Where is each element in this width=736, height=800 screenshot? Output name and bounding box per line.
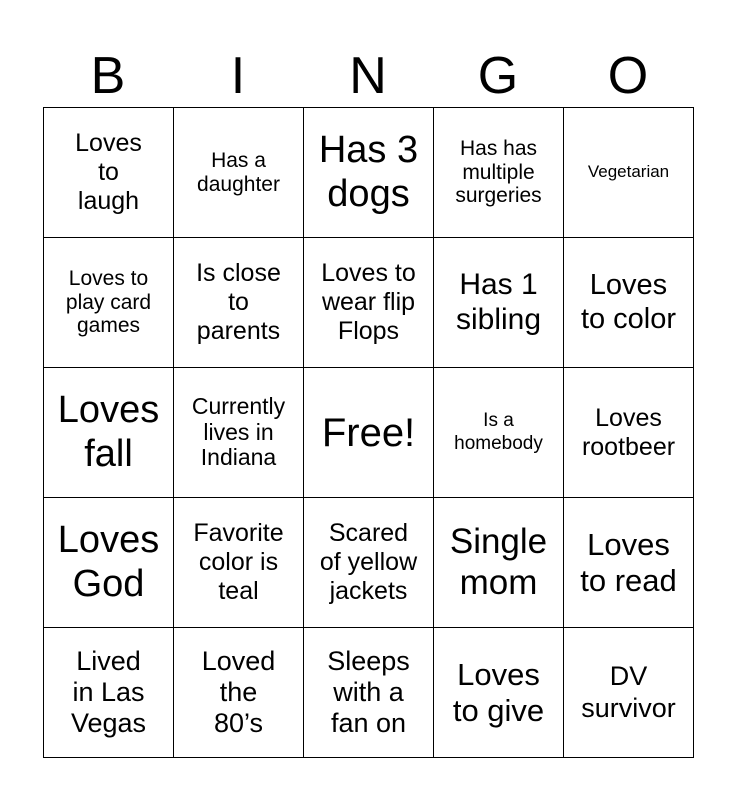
bingo-cell-r1c0[interactable] bbox=[44, 238, 174, 368]
bingo-cell-r3c2[interactable] bbox=[304, 498, 434, 628]
bingo-cell-r0c0[interactable] bbox=[44, 108, 174, 238]
bingo-cell-r4c2[interactable] bbox=[304, 628, 434, 758]
bingo-cell-r0c2[interactable] bbox=[304, 108, 434, 238]
bingo-cell-r4c4[interactable] bbox=[564, 628, 694, 758]
header-letter-b: B bbox=[90, 47, 126, 105]
cell-text: Loves to wear flip Flops bbox=[321, 259, 416, 345]
cell-text: Loved the 80’s bbox=[201, 645, 276, 739]
bingo-cell-r0c4[interactable] bbox=[564, 108, 694, 238]
header-letter-o: O bbox=[607, 47, 649, 105]
bingo-cell-r3c0[interactable] bbox=[44, 498, 174, 628]
cell-text: Loves to give bbox=[452, 656, 545, 728]
bingo-board bbox=[43, 107, 694, 758]
cell-text: Has 1 sibling bbox=[455, 268, 542, 336]
bingo-cell-r1c2[interactable] bbox=[304, 238, 434, 368]
cell-text: Vegetarian bbox=[587, 162, 670, 182]
cell-text: Single mom bbox=[449, 522, 548, 602]
cell-text: Favorite color is teal bbox=[193, 519, 284, 605]
bingo-cell-r3c3[interactable] bbox=[434, 498, 564, 628]
cell-text: Has a daughter bbox=[197, 148, 280, 196]
bingo-cell-r1c1[interactable] bbox=[174, 238, 304, 368]
bingo-cell-r0c1[interactable] bbox=[174, 108, 304, 238]
cell-text: Sleeps with a fan on bbox=[327, 645, 410, 739]
cell-text: Loves to play card games bbox=[65, 267, 152, 338]
bingo-cell-r2c0[interactable] bbox=[44, 368, 174, 498]
bingo-header bbox=[43, 44, 693, 108]
bingo-cell-r4c3[interactable] bbox=[434, 628, 564, 758]
cell-text: Currently lives in Indiana bbox=[191, 392, 286, 471]
cell-text: Loves fall bbox=[57, 388, 160, 475]
bingo-cell-r1c3[interactable] bbox=[434, 238, 564, 368]
bingo-cell-r1c4[interactable] bbox=[564, 238, 694, 368]
bingo-cell-r3c1[interactable] bbox=[174, 498, 304, 628]
free-space: Free! bbox=[321, 410, 416, 455]
cell-text: Lived in Las Vegas bbox=[70, 645, 147, 739]
cell-text: Is close to parents bbox=[196, 259, 281, 345]
bingo-cell-r4c0[interactable] bbox=[44, 628, 174, 758]
header-letter-g: G bbox=[477, 47, 519, 105]
bingo-cell-r4c1[interactable] bbox=[174, 628, 304, 758]
header-letter-n: N bbox=[349, 47, 387, 105]
cell-text: Scared of yellow jackets bbox=[319, 519, 418, 605]
cell-text: Has has multiple surgeries bbox=[455, 137, 542, 208]
cell-text: Loves to laugh bbox=[75, 129, 142, 215]
cell-text: Loves to read bbox=[580, 526, 677, 598]
bingo-cell-r2c3[interactable] bbox=[434, 368, 564, 498]
cell-text: DV survivor bbox=[581, 661, 676, 723]
cell-text: Loves rootbeer bbox=[581, 403, 676, 461]
cell-text: Loves to color bbox=[580, 269, 677, 335]
cell-text: Loves God bbox=[57, 518, 160, 605]
header-letter-i: I bbox=[230, 47, 246, 105]
cell-text: Is a homebody bbox=[454, 409, 543, 454]
bingo-cell-r2c2[interactable] bbox=[304, 368, 434, 498]
bingo-cell-r2c4[interactable] bbox=[564, 368, 694, 498]
bingo-cell-r3c4[interactable] bbox=[564, 498, 694, 628]
bingo-cell-r2c1[interactable] bbox=[174, 368, 304, 498]
bingo-cell-r0c3[interactable] bbox=[434, 108, 564, 238]
cell-text: Has 3 dogs bbox=[318, 128, 419, 215]
